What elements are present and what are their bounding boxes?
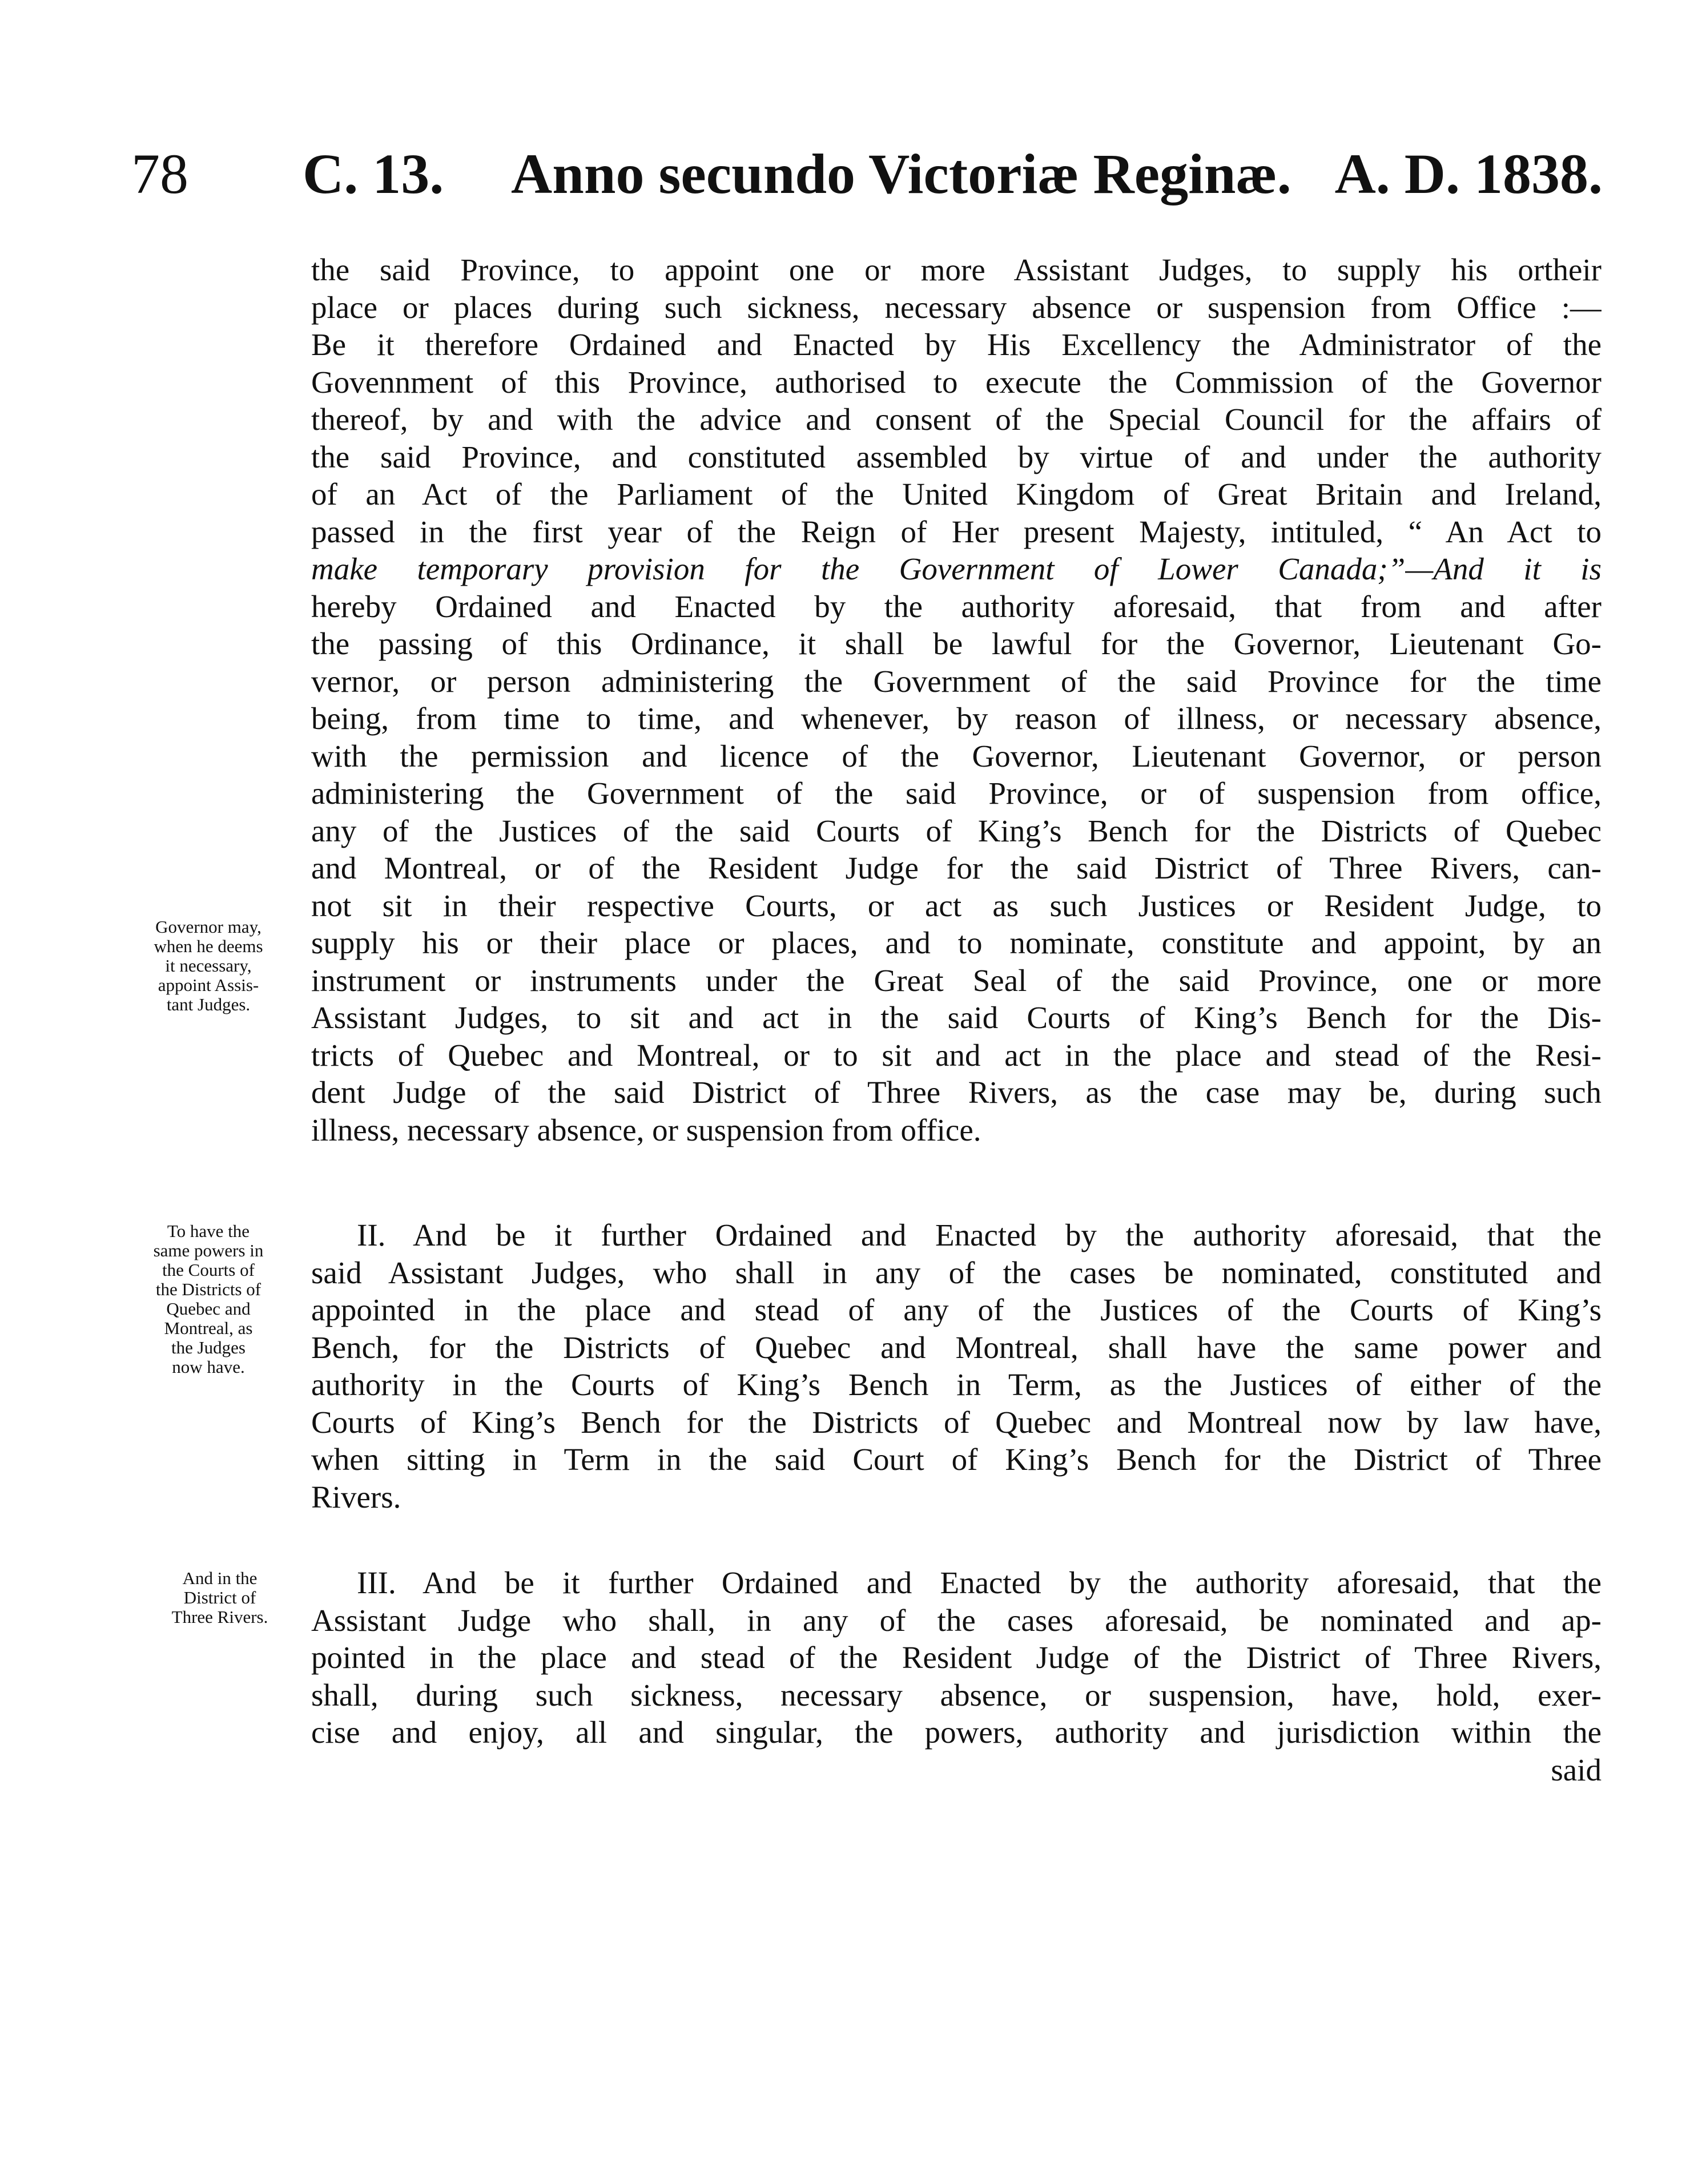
text-line: thereof, by and with the advice and consent of the Special Council for the affairs of	[311, 402, 1602, 437]
text-line: shall, during such sickness, necessary absence, or suspension, have, hold, exer-	[311, 1677, 1602, 1712]
note-line: Three Rivers.	[171, 1607, 268, 1627]
text-line: tricts of Quebec and Montreal, or to sit and act in the place and stead of the Resi-	[311, 1037, 1602, 1073]
note-line: the Districts of	[155, 1279, 261, 1299]
marginal-note-3	[143, 1569, 297, 1627]
text-line: of an Act of the Parliament of the United Kingdom of Great Britain and Ireland,	[311, 477, 1602, 511]
note-line: District of	[183, 1587, 256, 1607]
note-line: it necessary,	[165, 956, 252, 976]
text-line: administering the Government of the said Province, or of suspension from office,	[311, 776, 1602, 811]
text-line: not sit in their respective Courts, or act as such Justices or Resident Judge, to	[311, 888, 1602, 923]
text-line: being, from time to time, and whenever, by reason of illness, or necessary absence,	[311, 701, 1602, 736]
text-line: Assistant Judge who shall, in any of the cases aforesaid, be nominated and ap-	[311, 1602, 1602, 1638]
text-line: hereby Ordained and Enacted by the authority aforesaid, that from and after	[311, 589, 1602, 624]
text-line: instrument or instruments under the Great Seal of the said Province, one or more	[311, 962, 1602, 998]
year-label: A. D. 1838.	[1334, 142, 1603, 205]
note-line: Quebec and	[166, 1299, 251, 1319]
text-line: with the permission and licence of the Governor, Lieutenant Governor, or person	[311, 738, 1602, 773]
text-line: make temporary provision for the Government of Lower Canada;”—And it is	[311, 551, 1602, 586]
section-2-text	[311, 1216, 1602, 1516]
page-header	[0, 137, 1694, 223]
section-1-text	[311, 251, 1602, 1149]
marginal-note-2	[131, 1222, 285, 1377]
text-line: cise and enjoy, all and singular, the powers, authority and jurisdiction within the	[311, 1715, 1602, 1750]
note-line: same powers in	[153, 1240, 264, 1260]
note-line: the Courts of	[162, 1260, 255, 1280]
note-line: tant Judges.	[166, 994, 251, 1014]
text-line: the passing of this Ordinance, it shall be lawful for the Governor, Lieutenant Go-	[311, 626, 1602, 661]
text-line: said Assistant Judges, who shall in any of the cases be nominated, constituted and	[311, 1255, 1602, 1290]
text-line: Bench, for the Districts of Quebec and Montreal, shall have the same power and	[311, 1329, 1602, 1365]
note-line: And in the	[182, 1568, 257, 1588]
text-line: pointed in the place and stead of the Resident Judge of the District of Three Rivers,	[311, 1640, 1602, 1675]
page-number: 78	[131, 142, 188, 205]
text-line: dent Judge of the said District of Three Rivers, as the case may be, during such	[311, 1075, 1602, 1110]
marginal-note-1	[131, 917, 285, 1014]
text-line: the said Province, and constituted assembled by virtue of and under the authority	[311, 439, 1602, 474]
text-line: illness, necessary absence, or suspension from office.	[311, 1112, 981, 1147]
note-line: To have the	[167, 1221, 250, 1241]
text-line: Courts of King’s Bench for the Districts of Quebec and Montreal now by law have,	[311, 1404, 1602, 1440]
text-line: any of the Justices of the said Courts of King’s Bench for the Districts of Quebec	[311, 813, 1602, 848]
text-line: place or places during such sickness, necessary absence or suspension from Office :—	[311, 289, 1602, 325]
text-line: Assistant Judges, to sit and act in the said Courts of King’s Bench for the Dis-	[311, 1000, 1602, 1035]
note-line: Governor may,	[155, 917, 261, 937]
section-3-text	[311, 1564, 1602, 1788]
chapter-number: C. 13.	[303, 142, 444, 205]
text-line: Rivers.	[311, 1479, 401, 1514]
note-line: appoint Assis-	[158, 975, 259, 995]
text-line: when sitting in Term in the said Court of King’s Bench for the District of Three	[311, 1442, 1602, 1477]
text-line: III. And be it further Ordained and Enacted by the authority aforesaid, that the	[357, 1565, 1602, 1600]
text-line: the said Province, to appoint one or more Assistant Judges, to supply his ortheir	[311, 252, 1602, 287]
text-line: authority in the Courts of King’s Bench in Term, as the Justices of either of the	[311, 1367, 1602, 1402]
catchword: said	[1551, 1752, 1602, 1787]
text-line: Govennment of this Province, authorised to execute the Commission of the Governor	[311, 364, 1602, 400]
text-line: Be it therefore Ordained and Enacted by His Excellency the Administrator of the	[311, 327, 1602, 362]
text-line: II. And be it further Ordained and Enacted by the authority aforesaid, that the	[357, 1218, 1602, 1252]
text-line: appointed in the place and stead of any of the Justices of the Courts of King’s	[311, 1292, 1602, 1327]
text-line: supply his or their place or places, and to nominate, constitute and appoint, by an	[311, 925, 1602, 960]
note-line: Montreal, as	[164, 1318, 253, 1338]
note-line: when he deems	[154, 936, 263, 956]
note-line: the Judges	[171, 1337, 246, 1357]
note-line: now have.	[172, 1357, 245, 1377]
running-title: Anno secundo Victoriæ Reginæ.	[511, 142, 1291, 205]
text-line: and Montreal, or of the Resident Judge for the said District of Three Rivers, can-	[311, 851, 1602, 885]
text-line: vernor, or person administering the Government of the said Province for the time	[311, 663, 1602, 699]
text-line: passed in the first year of the Reign of Her present Majesty, intituled, “ An Act to	[311, 514, 1602, 549]
